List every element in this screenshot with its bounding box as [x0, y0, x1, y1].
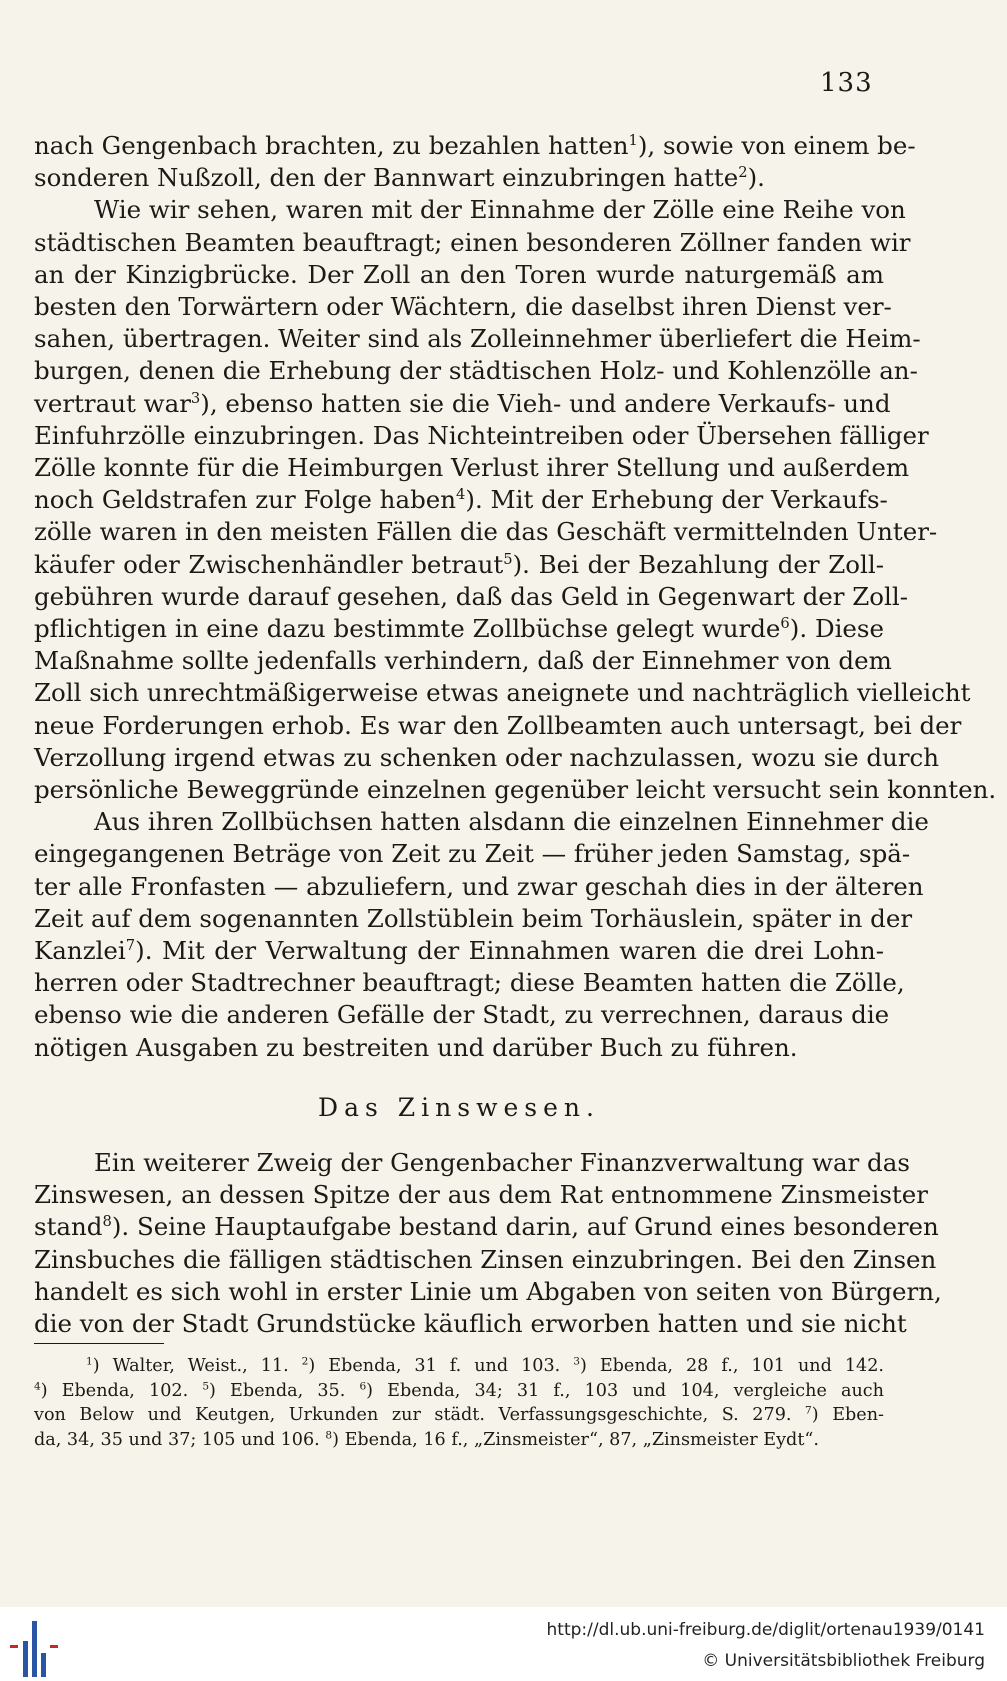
text-line: sahen, übertragen. Weiter sind als Zolleinnehmer überliefert die Heim- [34, 324, 921, 354]
text-line: stand$^8$). Seine Hauptaufgabe bestand darin, auf Grund eines besonderen [34, 1212, 939, 1242]
text-line: Zinswesen, an dessen Spitze der aus dem Rat entnommene Zinsmeister [34, 1180, 928, 1210]
text-line: gebühren wurde darauf gesehen, daß das Geld in Gegenwart der Zoll- [34, 581, 908, 611]
source-url-link[interactable]: http://dl.ub.uni-freiburg.de/diglit/ortenau1939/0141 [546, 1620, 985, 1640]
text-line: eingegangenen Beträge von Zeit zu Zeit — früher jeden Samstag, spä- [34, 839, 911, 869]
copyright-text: © Universitätsbibliothek Freiburg [702, 1651, 985, 1671]
footnote-rule [34, 1343, 164, 1344]
text-line: Zölle konnte für die Heimburgen Verlust ihrer Stellung und außerdem [34, 453, 910, 483]
text-line: an der Kinzigbrücke. Der Zoll an den Toren wurde naturgemäß am [34, 259, 884, 289]
text-line: Aus ihren Zollbüchsen hatten alsdann die einzelnen Einnehmer die [94, 807, 929, 837]
library-footer [0, 1607, 1007, 1681]
text-line: vertraut war$^3$), ebenso hatten sie die Vieh- und andere Verkaufs- und [34, 388, 891, 418]
text-line: Zoll sich unrechtmäßigerweise etwas aneignete und nachträglich vielleicht [34, 678, 971, 708]
footnote-line: $^1$) Walter, Weist., 11. $^2$) Ebenda, 31 f. und 103. $^3$) Ebenda, 28 f., 101 und 142. [86, 1355, 885, 1376]
footnotes [34, 1354, 884, 1452]
text-line: käufer oder Zwischenhändler betraut$^5$). Bei der Bezahlung der Zoll- [34, 549, 884, 579]
text-line: neue Forderungen erhob. Es war den Zollbeamten auch untersagt, bei der [34, 710, 962, 740]
ub-freiburg-logo-icon [10, 1621, 60, 1677]
text-line: nötigen Ausgaben zu bestreiten und darüber Buch zu führen. [34, 1032, 798, 1062]
footnote-line: von Below und Keutgen, Urkunden zur städt. Verfassungsgeschichte, S. 279. $^7$) Eben- [34, 1404, 884, 1425]
text-line: ebenso wie die anderen Gefälle der Stadt, zu verrechnen, daraus die [34, 1000, 890, 1030]
text-line: Einfuhrzölle einzubringen. Das Nichteintreiben oder Übersehen fälliger [34, 420, 929, 450]
text-line: nach Gengenbach brachten, zu bezahlen hatten$^1$), sowie von einem be- [34, 131, 916, 160]
text-line: städtischen Beamten beauftragt; einen besonderen Zöllner fanden wir [34, 227, 911, 257]
text-line: noch Geldstrafen zur Folge haben$^4$). Mit der Erhebung der Verkaufs- [34, 485, 888, 515]
text-line: Verzollung irgend etwas zu schenken oder nachzulassen, wozu sie durch [34, 742, 940, 772]
text-line: Wie wir sehen, waren mit der Einnahme der Zölle eine Reihe von [94, 195, 906, 225]
footnote-line: da, 34, 35 und 37; 105 und 106. $^8$) Ebenda, 16 f., „Zinsmeister“, 87, „Zinsmeister Eydt“. [34, 1429, 819, 1450]
text-line: herren oder Stadtrechner beauftragt; diese Beamten hatten die Zölle, [34, 968, 905, 998]
text-line: burgen, denen die Erhebung der städtischen Holz- und Kohlenzölle an- [34, 356, 918, 386]
text-line: Ein weiterer Zweig der Gengenbacher Finanzverwaltung war das [94, 1147, 910, 1177]
text-line: sonderen Nußzoll, den der Bannwart einzubringen hatte$^2$). [34, 163, 765, 193]
body-text [34, 130, 997, 1340]
text-line: Maßnahme sollte jedenfalls verhindern, daß der Einnehmer von dem [34, 646, 892, 676]
text-line: Kanzlei$^7$). Mit der Verwaltung der Einnahmen waren die drei Lohn- [34, 936, 884, 966]
text-line: Zinsbuches die fälligen städtischen Zinsen einzubringen. Bei den Zinsen [34, 1244, 937, 1274]
text-line: Zeit auf dem sogenannten Zollstüblein beim Torhäuslein, später in der [34, 903, 913, 933]
text-line: die von der Stadt Grundstücke käuflich erworben hatten und sie nicht [34, 1308, 907, 1338]
section-heading: Das Zinswesen. [318, 1092, 600, 1122]
page-number: 133 [820, 68, 873, 98]
text-line: besten den Torwärtern oder Wächtern, die daselbst ihren Dienst ver- [34, 292, 892, 322]
text-line: handelt es sich wohl in erster Linie um Abgaben von seiten von Bürgern, [34, 1276, 942, 1306]
text-line: ter alle Fronfasten — abzuliefern, und zwar geschah dies in der älteren [34, 871, 924, 901]
footnote-line: $^4$) Ebenda, 102. $^5$) Ebenda, 35. $^6$) Ebenda, 34; 31 f., 103 und 104, vergleiche auch [34, 1380, 884, 1401]
text-line: persönliche Beweggründe einzelnen gegenüber leicht versucht sein konnten. [34, 775, 997, 805]
text-line: pflichtigen in eine dazu bestimmte Zollbüchse gelegt wurde$^6$). Diese [34, 614, 885, 644]
text-line: zölle waren in den meisten Fällen die das Geschäft vermittelnden Unter- [34, 517, 938, 547]
